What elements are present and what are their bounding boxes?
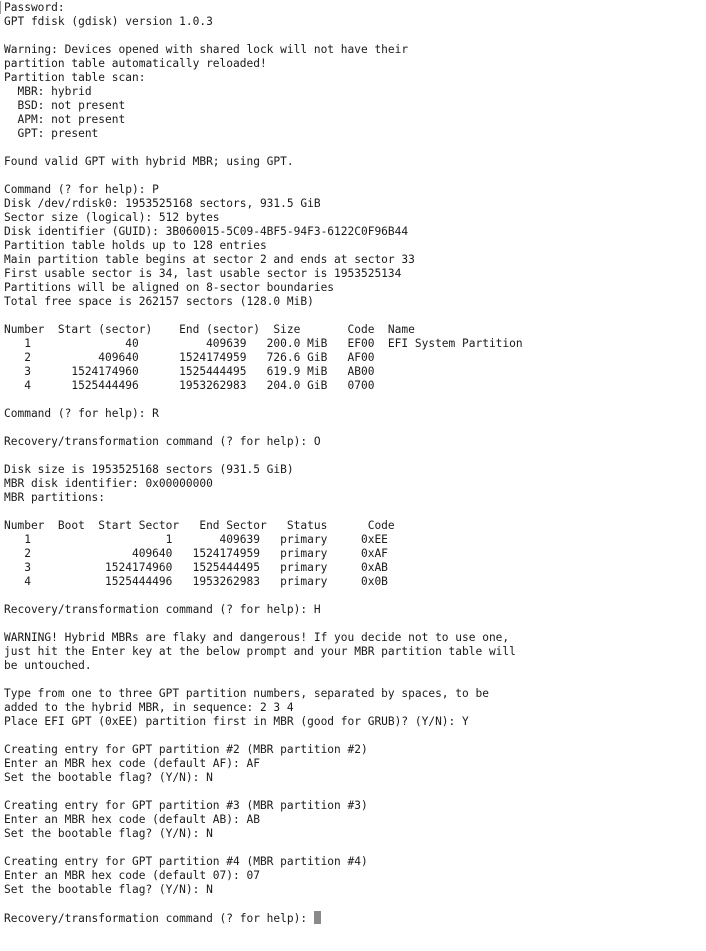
terminal-line <box>4 827 704 841</box>
terminal-line <box>4 85 704 99</box>
terminal-line <box>4 589 704 603</box>
terminal-line <box>4 701 704 715</box>
terminal-line <box>4 183 704 197</box>
terminal-line <box>4 645 704 659</box>
terminal-line <box>4 575 704 589</box>
terminal-line <box>4 757 704 771</box>
terminal-line <box>4 407 704 421</box>
terminal-line <box>4 813 704 827</box>
terminal-line <box>4 841 704 855</box>
terminal-line <box>4 855 704 869</box>
terminal-line <box>4 687 704 701</box>
terminal-line <box>4 561 704 575</box>
terminal-line <box>4 323 704 337</box>
terminal-line-text: just hit the Enter key at the below prompt and your MBR partition table will <box>4 645 516 658</box>
terminal-line-text: MBR: hybrid <box>4 85 92 98</box>
terminal-line-text: 2 409640 1524174959 primary 0xAF <box>4 547 388 560</box>
terminal-line <box>4 393 704 407</box>
terminal-line-text: GPT fdisk (gdisk) version 1.0.3 <box>4 15 213 28</box>
terminal-line <box>4 771 704 785</box>
terminal-line <box>4 533 704 547</box>
terminal-line <box>4 435 704 449</box>
terminal-line <box>4 421 704 435</box>
terminal-line-text: Type from one to three GPT partition numbers, separated by spaces, to be <box>4 687 489 700</box>
terminal-line <box>4 631 704 645</box>
terminal-line <box>4 883 704 897</box>
text-cursor <box>314 911 321 924</box>
terminal-line-text: Password: <box>4 1 65 14</box>
terminal-line-text: Recovery/transformation command (? for help): <box>4 912 314 925</box>
terminal-line <box>4 799 704 813</box>
terminal-line-text: Set the bootable flag? (Y/N): N <box>4 771 213 784</box>
terminal-line <box>4 729 704 743</box>
terminal-line-text: 3 1524174960 1525444495 619.9 MiB AB00 <box>4 365 375 378</box>
terminal-line <box>4 673 704 687</box>
terminal-line-text: Set the bootable flag? (Y/N): N <box>4 827 213 840</box>
terminal-line-text: 4 1525444496 1953262983 204.0 GiB 0700 <box>4 379 375 392</box>
terminal-line-text: Creating entry for GPT partition #2 (MBR partition #2) <box>4 743 368 756</box>
terminal-line <box>4 211 704 225</box>
terminal-line <box>4 295 704 309</box>
terminal-output[interactable] <box>4 1 704 925</box>
terminal-line-text: Recovery/transformation command (? for help): O <box>4 435 321 448</box>
terminal-line-text: First usable sector is 34, last usable sector is 1953525134 <box>4 267 402 280</box>
terminal-line <box>4 309 704 323</box>
terminal-line-text: Warning: Devices opened with shared lock will not have their <box>4 43 409 56</box>
terminal-line-text: MBR disk identifier: 0x00000000 <box>4 477 213 490</box>
terminal-line <box>4 155 704 169</box>
terminal-line <box>4 715 704 729</box>
terminal-line <box>4 141 704 155</box>
terminal-line <box>4 911 704 925</box>
terminal-line <box>4 281 704 295</box>
terminal-line <box>4 743 704 757</box>
terminal-line <box>4 785 704 799</box>
terminal-line <box>4 365 704 379</box>
terminal-line <box>4 491 704 505</box>
terminal-line <box>4 239 704 253</box>
terminal-line-text: Recovery/transformation command (? for help): H <box>4 603 321 616</box>
terminal-line <box>4 463 704 477</box>
terminal-line <box>4 253 704 267</box>
terminal-line-text: Found valid GPT with hybrid MBR; using GPT. <box>4 155 294 168</box>
terminal-line-text: Set the bootable flag? (Y/N): N <box>4 883 213 896</box>
terminal-line-text: 2 409640 1524174959 726.6 GiB AF00 <box>4 351 375 364</box>
terminal-line <box>4 519 704 533</box>
terminal-line-text: Number Start (sector) End (sector) Size Code Name <box>4 323 415 336</box>
terminal-line <box>4 659 704 673</box>
terminal-line <box>4 337 704 351</box>
terminal-line <box>4 617 704 631</box>
terminal-line-text: Creating entry for GPT partition #4 (MBR partition #4) <box>4 855 368 868</box>
terminal-line <box>4 351 704 365</box>
terminal-line <box>4 477 704 491</box>
terminal-line-text: Disk identifier (GUID): 3B060015-5C09-4BF5-94F3-6122C0F96B44 <box>4 225 409 238</box>
terminal-line-text: be untouched. <box>4 659 92 672</box>
terminal-line <box>4 603 704 617</box>
terminal-line-text: 4 1525444496 1953262983 primary 0x0B <box>4 575 388 588</box>
terminal-line-text: Command (? for help): R <box>4 407 159 420</box>
terminal-line <box>4 113 704 127</box>
terminal-line <box>4 57 704 71</box>
terminal-line-text: Partition table holds up to 128 entries <box>4 239 267 252</box>
terminal-line <box>4 169 704 183</box>
terminal-line <box>4 29 704 43</box>
terminal-line-text: APM: not present <box>4 113 126 126</box>
terminal-line-text: Main partition table begins at sector 2 and ends at sector 33 <box>4 253 415 266</box>
terminal-line-text: BSD: not present <box>4 99 126 112</box>
terminal-line <box>4 897 704 911</box>
terminal-line-text: partition table automatically reloaded! <box>4 57 267 70</box>
terminal-line <box>4 127 704 141</box>
terminal-line-text: GPT: present <box>4 127 99 140</box>
terminal-line <box>4 267 704 281</box>
terminal-line-text: Place EFI GPT (0xEE) partition first in MBR (good for GRUB)? (Y/N): Y <box>4 715 469 728</box>
terminal-line-text: Creating entry for GPT partition #3 (MBR partition #3) <box>4 799 368 812</box>
terminal-line <box>4 15 704 29</box>
terminal-line-text: MBR partitions: <box>4 491 106 504</box>
terminal-line <box>4 71 704 85</box>
terminal-line <box>4 197 704 211</box>
terminal-line-text: 1 1 409639 primary 0xEE <box>4 533 388 546</box>
terminal-line <box>4 43 704 57</box>
terminal-line <box>4 449 704 463</box>
terminal-line <box>4 547 704 561</box>
terminal-line <box>4 99 704 113</box>
terminal-line-text: 3 1524174960 1525444495 primary 0xAB <box>4 561 388 574</box>
terminal-line-text: Disk size is 1953525168 sectors (931.5 GiB) <box>4 463 294 476</box>
terminal-line <box>4 225 704 239</box>
terminal-line-text: Partition table scan: <box>4 71 146 84</box>
terminal-line-text: Disk /dev/rdisk0: 1953525168 sectors, 931.5 GiB <box>4 197 321 210</box>
terminal-line-text: Enter an MBR hex code (default 07): 07 <box>4 869 260 882</box>
terminal-line-text: Sector size (logical): 512 bytes <box>4 211 220 224</box>
terminal-line-text: Total free space is 262157 sectors (128.0 MiB) <box>4 295 314 308</box>
terminal-line-text: WARNING! Hybrid MBRs are flaky and dangerous! If you decide not to use one, <box>4 631 510 644</box>
selection-caret <box>0 1 1 14</box>
terminal-line-text: Enter an MBR hex code (default AB): AB <box>4 813 260 826</box>
terminal-line <box>4 869 704 883</box>
terminal-line-text: 1 40 409639 200.0 MiB EF00 EFI System Partition <box>4 337 523 350</box>
terminal-line-text: added to the hybrid MBR, in sequence: 2 3 4 <box>4 701 294 714</box>
terminal-line-text: Number Boot Start Sector End Sector Status Code <box>4 519 395 532</box>
terminal-line <box>4 1 704 15</box>
terminal-line-text: Partitions will be aligned on 8-sector boundaries <box>4 281 335 294</box>
terminal-line <box>4 505 704 519</box>
terminal-line-text: Enter an MBR hex code (default AF): AF <box>4 757 260 770</box>
terminal-line-text: Command (? for help): P <box>4 183 159 196</box>
terminal-line <box>4 379 704 393</box>
